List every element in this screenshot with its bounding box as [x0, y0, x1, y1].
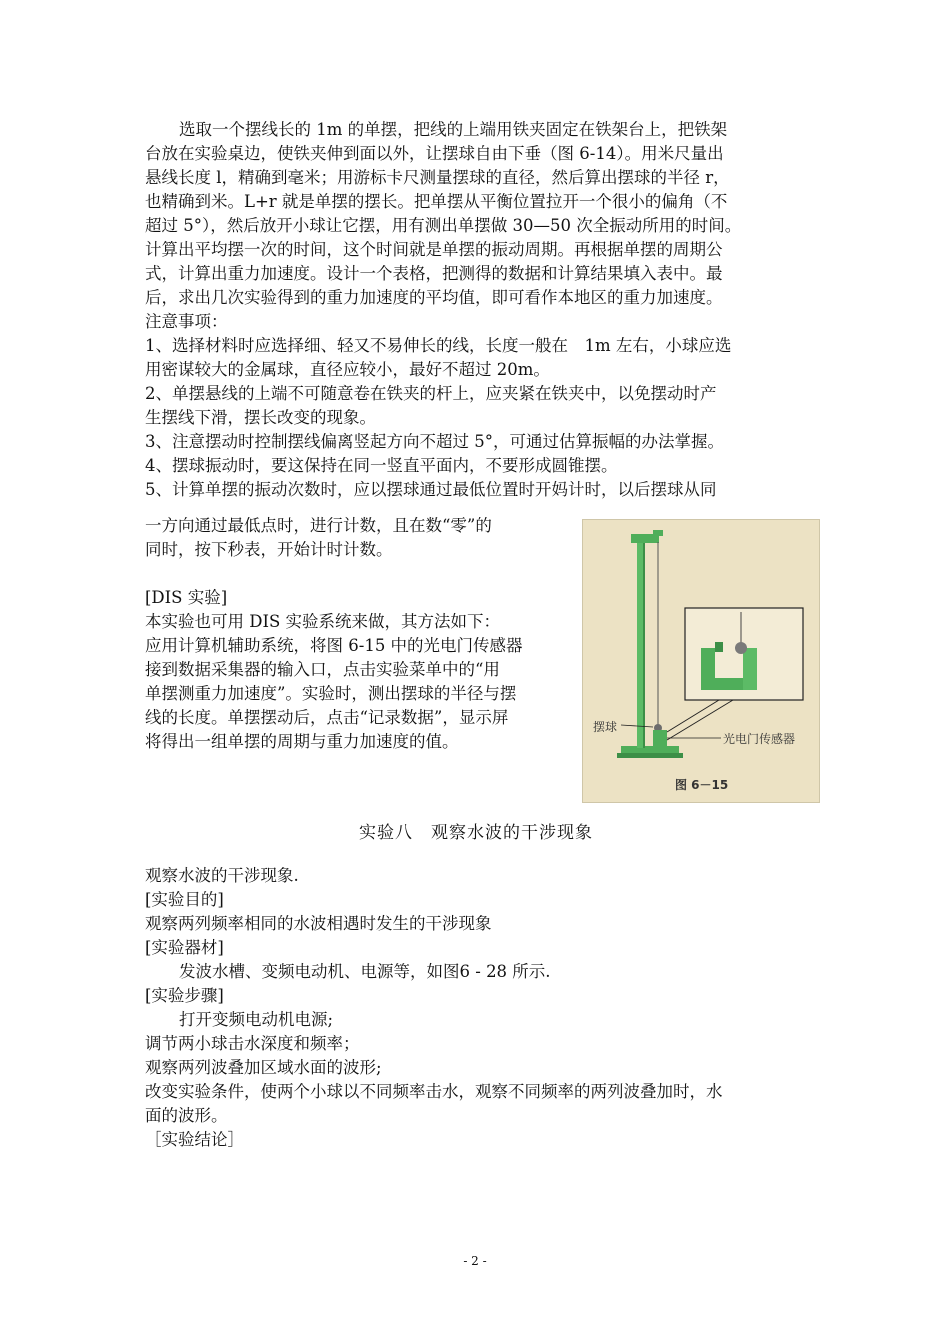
- dis-line: 将得出一组单摆的周期与重力加速度的值。: [145, 732, 459, 751]
- clamp-knob: [653, 530, 663, 536]
- note-line: 4、摆球振动时，要这保持在同一竖直平面内，不要形成圆锥摆。: [145, 456, 618, 475]
- intro-line: 悬线长度 l，精确到毫米；用游标卡尺测量摆球的直径，然后算出摆球的半径 r，: [145, 168, 730, 187]
- stand-base-shadow: [617, 753, 683, 758]
- sensor-label: 光电门传感器: [723, 732, 796, 746]
- inset-ball: [735, 642, 747, 654]
- stand-rod-edge: [643, 538, 645, 748]
- subheading: [实验步骤]: [145, 986, 224, 1005]
- intro-line: 式，计算出重力加速度。设计一个表格，把测得的数据和计算结果填入表中。最: [145, 264, 723, 283]
- page-number: - 2 -: [463, 1254, 487, 1268]
- note-line: 5、计算单摆的振动次数时，应以摆球通过最低位置时开妈计时，以后摆球从同: [145, 480, 717, 499]
- note-line: 1、选择材料时应选择细、轻又不易伸长的线，长度一般在 1m 左右，小球应选: [145, 336, 732, 355]
- subheading: [实验器材]: [145, 938, 224, 957]
- pendulum-figure: [582, 519, 820, 803]
- intro-line: 超过 5°），然后放开小球让它摆，用有测出单摆做 30—50 次全振动所用的时间。: [145, 216, 742, 235]
- figure-caption: 图 6－15: [675, 778, 729, 792]
- subheading: ［实验结论］: [145, 1130, 244, 1149]
- note-continuation-line: 同时，按下秒表，开始计时计数。: [145, 540, 393, 559]
- intro-line: 也精确到米。L+r 就是单摆的摆长。把单摆从平衡位置拉开一个很小的偏角（不: [145, 192, 728, 211]
- body-line: 观察两列波叠加区域水面的波形;: [145, 1058, 382, 1077]
- dis-line: 本实验也可用 DIS 实验系统来做，其方法如下：: [145, 612, 501, 631]
- body-line: 观察水波的干涉现象.: [145, 866, 299, 885]
- notes-title: 注意事项：: [145, 312, 228, 331]
- note-line: 用密谋较大的金属球，直径应较小，最好不超过 20m。: [145, 360, 550, 379]
- zoom-line: [667, 700, 719, 732]
- body-line: 打开变频电动机电源;: [179, 1010, 334, 1029]
- dis-line: 应用计算机辅助系统，将图 6-15 中的光电门传感器: [145, 636, 523, 655]
- dis-heading: [DIS 实验]: [145, 588, 228, 607]
- dis-line: 单摆测重力加速度”。实验时，测出摆球的半径与摆: [145, 684, 517, 703]
- intro-line: 台放在实验桌边，使铁夹伸到面以外，让摆球自由下垂（图 6-14）。用米尺量出: [145, 144, 724, 163]
- dis-section: [145, 514, 565, 754]
- body-line: 面的波形。: [145, 1106, 228, 1125]
- body-line: 调节两小球击水深度和频率；: [145, 1034, 360, 1053]
- note-line: 3、注意摆动时控制摆线偏离竖起方向不超过 5°，可通过估算振幅的办法掌握。: [145, 432, 724, 451]
- stand-rod: [637, 538, 644, 748]
- intro-line: 选取一个摆线长的 1m 的单摆，把线的上端用铁夹固定在铁架台上，把铁架: [179, 120, 728, 139]
- pendulum-illustration: [583, 520, 821, 804]
- note-continuation-line: 一方向通过最低点时，进行计数，且在数“零”的: [145, 516, 492, 535]
- section-heading: 实验八 观察水波的干涉现象: [359, 823, 593, 843]
- interference-section: [145, 864, 807, 1152]
- body-line: 观察两列频率相同的水波相遇时发生的干涉现象: [145, 914, 492, 933]
- photogate-emitter: [715, 642, 723, 652]
- note-line: 生摆线下滑，摆长改变的现象。: [145, 408, 376, 427]
- note-line: 2、单摆悬线的上端不可随意卷在铁夹的杆上，应夹紧在铁夹中，以免摆动时产: [145, 384, 717, 403]
- ball-label: 摆球: [593, 720, 618, 734]
- dis-line: 线的长度。单摆摆动后，点击“记录数据”，显示屏: [145, 708, 509, 727]
- intro-section: [145, 118, 807, 502]
- body-line: 改变实验条件，使两个小球以不同频率击水，观察不同频率的两列波叠加时，水: [145, 1082, 723, 1101]
- intro-line: 后，求出几次实验得到的重力加速度的平均值，即可看作本地区的重力加速度。: [145, 288, 723, 307]
- photogate-arm-right: [743, 648, 757, 690]
- body-line: 发波水槽、变频电动机、电源等，如图6 - 28 所示.: [179, 962, 551, 981]
- dis-line: 接到数据采集器的输入口，点击实验菜单中的“用: [145, 660, 500, 679]
- photogate-small: [653, 730, 667, 746]
- intro-line: 计算出平均摆一次的时间，这个时间就是单摆的振动周期。再根据单摆的周期公: [145, 240, 723, 259]
- subheading: [实验目的]: [145, 890, 224, 909]
